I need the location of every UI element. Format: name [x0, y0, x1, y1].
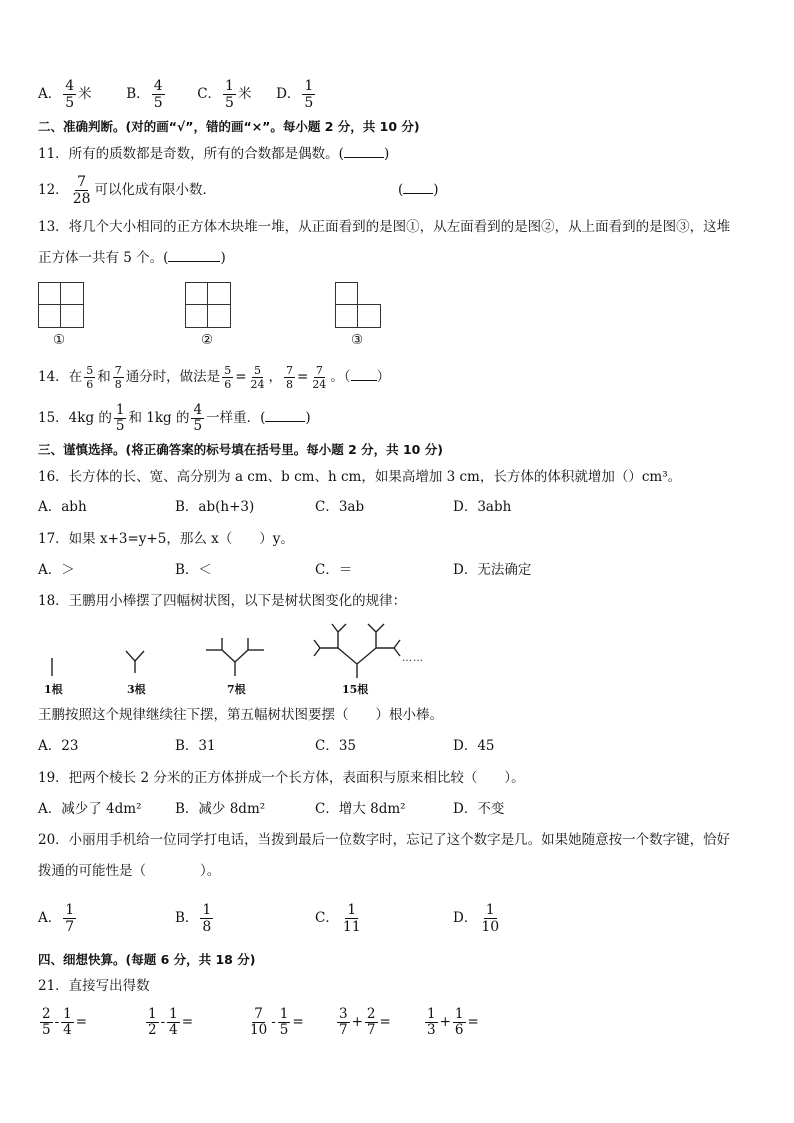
option-b-letter: B． [126, 86, 150, 102]
q19-option-d[interactable]: D．不变 [453, 801, 505, 817]
q17-option-a[interactable]: A．＞ [38, 562, 75, 578]
section-2-title: 二、准确判断。(对的画“√”，错的画“×”。每小题 2 分，共 10 分) [38, 119, 420, 134]
operator: - [160, 1014, 166, 1030]
q16-option-b[interactable]: B．ab(h+3) [175, 499, 255, 515]
question-13-line1: 13．将几个大小相同的正方体木块堆一堆，从正面看到的是图①，从左面看到的是图②，从上面看到的是图③，这堆 [38, 219, 731, 235]
option-letter: C． [315, 910, 339, 926]
question-18-text2: 王鹏按照这个规律继续往下摆，第五幅树状图要摆（ ）根小棒。 [38, 707, 443, 723]
fraction: $\frac{1}{11}$ [342, 902, 361, 935]
question-15-text: 和 1kg 的 [128, 410, 190, 426]
answer-blank[interactable] [265, 409, 305, 422]
equals-sign: = [181, 1014, 194, 1030]
tree-label-1: 1根 [44, 683, 63, 696]
fraction: $\frac{3}{7}$ [339, 1005, 348, 1038]
question-16: 16．长方体的长、宽、高分别为 a cm、b cm、h cm，如果高增加 3 cm，长方体的体积就增加（）cm³。 [38, 469, 682, 485]
equals-sign: = [379, 1014, 391, 1030]
answer-blank[interactable] [351, 368, 377, 381]
operator: - [54, 1014, 60, 1030]
figure-1-label: ① [53, 332, 66, 348]
question-15-text: 15．4kg 的 [38, 410, 112, 426]
option-a-unit: 米 [78, 86, 92, 102]
comma: ， [268, 369, 282, 385]
option-b-fraction: $\frac{4}{5}$ [153, 78, 163, 111]
q19-option-b[interactable]: B．减少 8dm² [175, 801, 266, 817]
fraction: $\frac{7}{24}$ [312, 364, 327, 391]
fraction: $\frac{1}{3}$ [427, 1005, 436, 1038]
fraction: $\frac{5}{6}$ [224, 364, 232, 391]
question-12-text: 可以化成有限小数． [94, 182, 217, 198]
question-14-text: 通分时，做法是 [125, 369, 221, 385]
q20-option-b[interactable] [175, 900, 215, 936]
question-12-fraction: $\frac{7}{28}$ [72, 174, 91, 207]
paren-open: ( [398, 182, 404, 198]
tree-figure-4 [312, 620, 402, 682]
question-18: 18．王鹏用小棒摆了四幅树状图，以下是树状图变化的规律： [38, 593, 407, 609]
fraction: $\frac{7}{8}$ [114, 364, 122, 391]
figure-3-grid [335, 282, 381, 328]
fraction: $\frac{7}{10}$ [250, 1005, 268, 1038]
q20-option-d[interactable] [453, 900, 503, 936]
question-13-line2 [38, 249, 226, 267]
equals-sign: = [292, 1014, 304, 1030]
question-12-number: 12． [38, 182, 69, 198]
q16-option-d[interactable]: D．3abh [453, 499, 512, 515]
q19-option-c[interactable]: C．增大 8dm² [315, 801, 406, 817]
option-letter: A． [38, 910, 62, 926]
q18-option-b[interactable]: B．31 [175, 738, 216, 754]
question-20-line1: 20．小丽用手机给一位同学打电话，当拨到最后一位数字时，忘记了这个数字是几。如果她随意按一个数字键，恰好 [38, 832, 731, 848]
question-12 [38, 172, 216, 208]
q17-option-c[interactable]: C．＝ [315, 562, 353, 578]
operator: + [351, 1014, 363, 1030]
question-11-text: 11．所有的质数都是奇数，所有的合数都是偶数。( [38, 146, 344, 162]
tree-figure-1 [40, 650, 60, 680]
figure-2-label: ② [201, 332, 214, 348]
tree-ellipsis: …… [402, 653, 424, 664]
operator: + [439, 1014, 451, 1030]
fraction: $\frac{1}{5}$ [279, 1005, 289, 1038]
figure-1-grid [38, 282, 84, 328]
operator: - [271, 1014, 276, 1030]
expression-1 [38, 1004, 87, 1040]
fraction: $\frac{5}{6}$ [86, 364, 94, 391]
fraction: $\frac{1}{10}$ [481, 902, 500, 935]
question-17: 17．如果 x+3=y+5，那么 x（ ）y。 [38, 531, 294, 547]
expression-4 [335, 1004, 391, 1040]
tree-figure-3 [202, 636, 268, 680]
fraction: $\frac{4}{5}$ [193, 401, 203, 434]
q19-option-a[interactable]: A．减少了 4dm² [38, 801, 142, 817]
question-14 [38, 360, 390, 394]
fraction: $\frac{1}{6}$ [454, 1005, 464, 1038]
option-c-letter: C． [197, 86, 222, 102]
question-14-text: 。（ [330, 369, 351, 385]
expression-2 [144, 1004, 193, 1040]
equals-sign: = [235, 369, 247, 385]
q18-option-d[interactable]: D．45 [453, 738, 495, 754]
question-15-text: 一样重．( [206, 410, 266, 426]
paren-close: ) [433, 182, 439, 198]
q17-option-d[interactable]: D．无法确定 [453, 562, 532, 578]
equals-sign: = [75, 1014, 88, 1030]
answer-blank[interactable] [344, 145, 384, 158]
q18-option-a[interactable]: A．23 [38, 738, 79, 754]
fraction: $\frac{2}{5}$ [42, 1005, 51, 1038]
question-15 [38, 400, 311, 436]
expression-5 [423, 1004, 479, 1040]
expression-3 [246, 1004, 304, 1040]
tree-label-3: 7根 [227, 683, 246, 696]
option-d-fraction: $\frac{1}{5}$ [304, 78, 314, 111]
question-14-text: 14．在 [38, 369, 83, 385]
fraction: $\frac{1}{5}$ [115, 401, 125, 434]
option-c-unit: 米 [237, 86, 252, 102]
option-letter: D． [453, 910, 478, 926]
fraction: $\frac{2}{7}$ [366, 1005, 376, 1038]
fraction: $\frac{1}{4}$ [63, 1005, 72, 1038]
q10-options [38, 78, 317, 110]
fraction: $\frac{1}{8}$ [202, 902, 212, 935]
option-a-fraction: $\frac{4}{5}$ [65, 78, 75, 111]
fraction: $\frac{1}{4}$ [169, 1005, 178, 1038]
question-19: 19．把两个棱长 2 分米的正方体拼成一个长方体，表面积与原来相比较（ ）。 [38, 770, 525, 786]
answer-blank[interactable] [403, 181, 433, 194]
equals-sign: = [297, 369, 309, 385]
q17-option-b[interactable]: B．＜ [175, 562, 212, 578]
section-4-title: 四、细想快算。(每题 6 分，共 18 分) [38, 952, 256, 967]
q16-option-c[interactable]: C．3ab [315, 499, 365, 515]
figure-3-label: ③ [351, 332, 364, 348]
equals-sign: = [467, 1014, 479, 1030]
question-14-text: 和 [97, 369, 111, 385]
paren-close: ) [383, 146, 390, 162]
section-3-title: 三、谨慎选择。(将正确答案的标号填在括号里。每小题 2 分，共 10 分) [38, 442, 443, 457]
option-a-letter: A． [38, 86, 62, 102]
paren-close: ） [376, 369, 391, 385]
tree-label-2: 3根 [127, 683, 146, 696]
question-12-answer [398, 181, 439, 199]
tree-label-4: 15根 [342, 683, 369, 696]
question-13-text: 正方体一共有 5 个。( [38, 250, 169, 266]
answer-blank[interactable] [168, 249, 220, 262]
fraction: $\frac{1}{7}$ [65, 902, 75, 935]
option-d-letter: D． [276, 86, 301, 102]
tree-figure-2 [120, 645, 150, 677]
figure-2-grid [185, 282, 231, 328]
paren-close: ) [220, 250, 226, 266]
option-c-fraction: $\frac{1}{5}$ [225, 78, 234, 111]
fraction: $\frac{5}{24}$ [250, 364, 265, 391]
question-20-line2: 拨通的可能性是（ ）。 [38, 863, 221, 879]
question-21: 21．直接写出得数 [38, 978, 150, 994]
question-11 [38, 145, 389, 163]
fraction: $\frac{7}{8}$ [286, 364, 293, 391]
fraction: $\frac{1}{2}$ [148, 1005, 157, 1038]
q16-option-a[interactable]: A．abh [38, 499, 87, 515]
paren-close: ) [305, 410, 311, 426]
option-letter: B． [175, 910, 199, 926]
q18-option-c[interactable]: C．35 [315, 738, 357, 754]
q20-option-c[interactable] [315, 900, 365, 936]
q20-option-a[interactable] [38, 900, 78, 936]
